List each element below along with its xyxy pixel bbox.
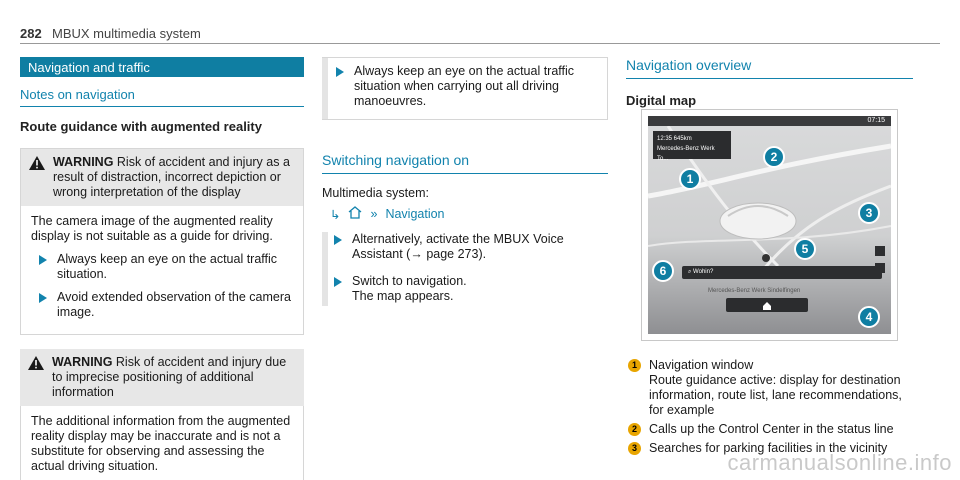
step-arrow-icon (334, 277, 344, 287)
location-label: Mercedes-Benz Werk Sindelfingen (708, 288, 801, 294)
destination-label: Mercedes-Benz Werk To... (657, 146, 715, 162)
topic-title: Digital map (626, 93, 697, 108)
warning-step: Avoid extended observation of the camera image. (39, 290, 295, 320)
page-number: 282 (20, 26, 42, 41)
warning-text: Risk of accident and injury as a result of distraction, incorrect depiction or wrong interpretation of the display (53, 155, 290, 199)
legend-title: Searches for parking facilities in the vicinity (649, 441, 888, 455)
legend-item (628, 358, 918, 418)
step-arrow-icon (39, 255, 49, 265)
step-arrow-icon (39, 293, 49, 303)
warning-body (20, 406, 304, 480)
top-rule (20, 43, 940, 44)
legend-number-badge: 2 (628, 423, 641, 436)
navigation-window[interactable] (653, 131, 731, 162)
search-placeholder: Wohin? (693, 269, 714, 275)
warning-header (20, 349, 304, 406)
digital-map-figure (641, 109, 898, 341)
watermark: carmanualsonline.info (727, 450, 952, 475)
path-target: Navigation (385, 207, 445, 221)
home-icon (348, 206, 362, 222)
step-item: Alternatively, activate the MBUX Voice Assistant (→ page 273). (334, 232, 608, 262)
running-title: MBUX multimedia system (52, 26, 201, 41)
figure-legend (628, 354, 918, 456)
path-chevron-icon: » (370, 207, 378, 221)
step-item: Switch to navigation. (334, 274, 608, 289)
middle-column (322, 57, 608, 306)
warning-box-2 (20, 349, 304, 480)
section-title: Navigation overview (626, 57, 913, 79)
callout-3: 3 (858, 202, 880, 224)
warning-body-text: The camera image of the augmented reality display is not suitable as a guide for driving. (31, 214, 273, 243)
status-bar (648, 116, 891, 126)
callout-6: 6 (652, 260, 674, 282)
left-column (20, 57, 304, 480)
legend-title: Navigation window (649, 358, 754, 372)
warning-header (21, 149, 303, 206)
step-group (322, 232, 608, 306)
warning-label: WARNING (53, 155, 114, 169)
search-icon: ⌕ (688, 269, 692, 275)
path-arrow-icon: ↳ (330, 207, 341, 222)
warning-step: Always keep an eye on the actual traffic situation when carrying out all driving manoeuvres. (336, 64, 597, 109)
legend-item (628, 422, 918, 437)
warning-label: WARNING (52, 355, 113, 369)
search-bar[interactable] (682, 266, 882, 279)
step-arrow-icon (334, 235, 344, 245)
warning-text: Risk of accident and injury due to imprecise positioning of additional information (52, 355, 287, 399)
warning-box-1 (20, 148, 304, 335)
warning-triangle-icon (28, 356, 44, 370)
step-result: The map appears. (352, 289, 454, 303)
right-column (626, 57, 913, 108)
clock: 07:15 (867, 117, 885, 124)
legend-number-badge: 1 (628, 359, 641, 372)
warning-body (21, 206, 303, 334)
distance-readout: 12:35 645km (657, 136, 692, 142)
warning-body-text: The additional information from the augmented reality display may be inaccurate and is not a substitute for observing and assessing the actual driving situation. (31, 414, 291, 473)
map-button[interactable] (875, 263, 885, 273)
subsection-title: Notes on navigation (20, 87, 304, 107)
callout-2: 2 (763, 146, 785, 168)
legend-number-badge: 3 (628, 442, 641, 455)
topic-title: Route guidance with augmented reality (20, 119, 262, 134)
section-title-bar: Navigation and traffic (20, 57, 304, 77)
warning-triangle-icon (29, 156, 45, 170)
intro-text: Multimedia system: (322, 186, 429, 200)
warning-step: Always keep an eye on the actual traffic situation. (39, 252, 295, 282)
home-icon[interactable] (762, 300, 772, 310)
callout-4: 4 (858, 306, 880, 328)
continued-warning (322, 57, 608, 120)
menu-path (330, 206, 608, 222)
section-title: Switching navigation on (322, 152, 608, 174)
legend-desc: Route guidance active: display for destination information, route list, lane recommendations, for example (649, 373, 902, 417)
parking-button[interactable] (875, 246, 885, 256)
callout-5: 5 (794, 238, 816, 260)
legend-title: Calls up the Control Center in the status line (649, 422, 894, 436)
map-screen (648, 116, 891, 334)
home-control-bar[interactable] (726, 298, 808, 312)
callout-1: 1 (679, 168, 701, 190)
step-arrow-icon (336, 67, 346, 77)
